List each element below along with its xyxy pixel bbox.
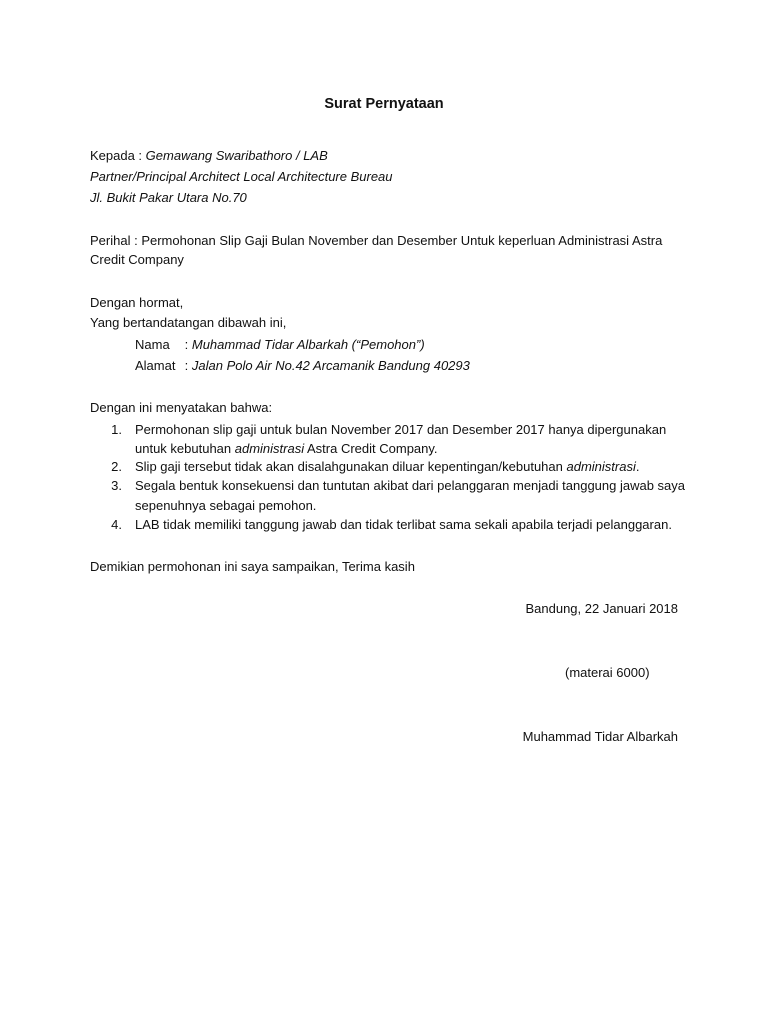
applicant-address-value: Jalan Polo Air No.42 Arcamanik Bandung 40293 — [191, 358, 470, 373]
recipient-position: Partner/Principal Architect Local Architecture Bureau — [90, 169, 393, 184]
place-date: Bandung, 22 Januari 2018 — [525, 601, 678, 616]
greeting: Dengan hormat, — [90, 295, 184, 310]
list-item-text-part: untuk kebutuhan — [135, 441, 235, 456]
recipient-address: Jl. Bukit Pakar Utara No.70 — [90, 190, 247, 205]
applicant-name-separator: : — [184, 337, 189, 352]
recipient-label: Kepada : — [90, 148, 143, 163]
list-item-italic-term: administrasi — [234, 441, 305, 456]
list-item-text — [135, 457, 639, 477]
list-number: 1. — [111, 422, 122, 437]
recipient-name: Gemawang Swaribathoro / LAB — [145, 148, 328, 163]
list-item-italic-term: administrasi — [566, 459, 636, 474]
applicant-address-row — [135, 356, 470, 376]
stamp-placeholder: (materai 6000) — [565, 665, 650, 680]
list-item-text-part: . — [635, 459, 640, 474]
list-item-text: Permohonan slip gaji untuk bulan November 2017 dan Desember 2017 hanya dipergunakan — [135, 422, 667, 437]
applicant-name-label: Nama — [135, 337, 170, 352]
intro-text: Yang bertandatangan dibawah ini, — [90, 315, 287, 330]
list-number: 2. — [111, 459, 122, 474]
list-number: 3. — [111, 478, 122, 493]
signer-name: Muhammad Tidar Albarkah — [522, 729, 678, 744]
page-title: Surat Pernyataan — [324, 96, 444, 112]
applicant-address-separator: : — [184, 358, 189, 373]
applicant-name-row — [135, 335, 425, 355]
recipient-line — [90, 146, 328, 166]
list-item-text-continued — [135, 439, 438, 459]
list-item-text: Segala bentuk konsekuensi dan tuntutan akibat dari pelanggaran menjadi tanggung jawab saya — [135, 478, 686, 493]
closing-text: Demikian permohonan ini saya sampaikan, Terima kasih — [90, 559, 415, 574]
subject-text-continued: Credit Company — [90, 252, 184, 267]
applicant-address-label: Alamat — [135, 358, 176, 373]
list-item-text-continued: sepenuhnya sebagai pemohon. — [135, 498, 317, 513]
subject-text: : Permohonan Slip Gaji Bulan November dan Desember Untuk keperluan Administrasi Astra — [134, 233, 663, 248]
list-number: 4. — [111, 517, 122, 532]
subject-line — [90, 231, 662, 251]
list-item-text-part: Astra Credit Company. — [304, 441, 438, 456]
list-item-text-part: Slip gaji tersebut tidak akan disalahgunakan diluar kepentingan/kebutuhan — [135, 459, 567, 474]
statement-intro: Dengan ini menyatakan bahwa: — [90, 400, 273, 415]
list-item-text: LAB tidak memiliki tanggung jawab dan tidak terlibat sama sekali apabila terjadi pelanggaran. — [135, 517, 672, 532]
subject-label: Perihal — [90, 233, 131, 248]
applicant-name-value: Muhammad Tidar Albarkah (“Pemohon”) — [191, 337, 425, 352]
